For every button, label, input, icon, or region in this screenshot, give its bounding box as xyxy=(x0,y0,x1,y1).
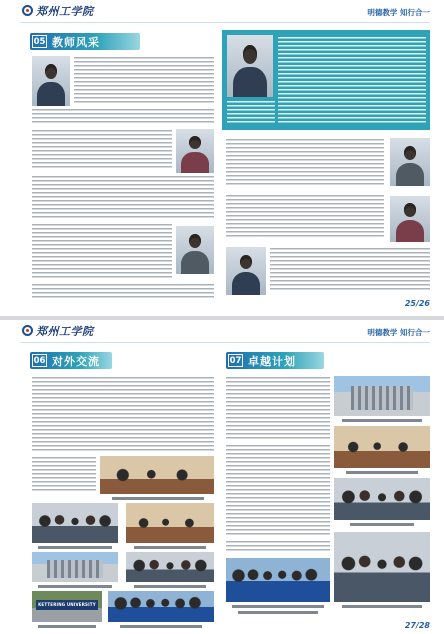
body-text-block xyxy=(32,377,214,453)
page-number: 25/26 xyxy=(404,299,430,308)
delegation-photo xyxy=(108,591,214,622)
delegation-photo xyxy=(126,552,214,582)
teacher-portrait xyxy=(226,247,266,295)
page-number: 27/28 xyxy=(404,621,430,630)
body-text-block xyxy=(74,57,214,105)
panel-text-block xyxy=(227,101,275,125)
lab-photo xyxy=(334,376,430,416)
school-logo: 郑州工学院 xyxy=(36,5,94,18)
photo-caption xyxy=(38,625,96,628)
photo-caption xyxy=(232,605,324,608)
teacher-portrait xyxy=(227,35,273,97)
photo-caption xyxy=(238,611,318,614)
section-number: 05 xyxy=(33,36,46,47)
teacher-portrait xyxy=(390,138,430,186)
body-text-block xyxy=(32,284,214,300)
delegation-photo xyxy=(126,503,214,543)
section-number: 07 xyxy=(229,355,242,366)
photo-caption xyxy=(38,546,112,549)
section-number: 06 xyxy=(33,355,46,366)
meeting-photo xyxy=(100,456,214,494)
teacher-portrait xyxy=(176,226,214,274)
photo-caption xyxy=(342,419,422,422)
body-text-block xyxy=(32,224,172,280)
section-heading: 卓越计划 xyxy=(248,354,296,368)
photo-caption xyxy=(120,625,202,628)
university-sign-photo xyxy=(32,591,102,622)
body-text-block xyxy=(226,195,384,239)
header-motto: 明德教学 知行合一 xyxy=(367,328,430,337)
body-text-block xyxy=(226,377,330,441)
body-text-block xyxy=(32,130,172,170)
photo-caption xyxy=(134,546,206,549)
section-title-05 xyxy=(30,33,140,50)
school-logo: 郑州工学院 xyxy=(36,325,94,338)
university-sign xyxy=(36,600,98,609)
header-divider xyxy=(20,342,430,343)
page-exchange-excellence xyxy=(0,320,444,634)
campus-photo xyxy=(32,552,118,582)
body-text-block xyxy=(226,541,330,553)
sign-lettering: KETTERING UNIVERSITY xyxy=(38,602,96,608)
header-motto: 明德教学 知行合一 xyxy=(367,8,430,17)
photo-caption xyxy=(346,471,418,474)
body-text-block xyxy=(226,139,384,187)
body-text-block xyxy=(270,248,430,292)
page-teacher-profiles xyxy=(0,0,444,316)
teacher-portrait xyxy=(176,129,214,173)
body-text-block xyxy=(32,176,214,220)
teacher-portrait xyxy=(390,196,430,242)
panel-text-block xyxy=(278,37,426,125)
body-text-block xyxy=(226,445,330,537)
photo-caption xyxy=(112,497,204,500)
school-emblem-icon xyxy=(22,325,33,336)
teacher-portrait xyxy=(32,56,70,106)
training-photo xyxy=(334,478,430,520)
photo-caption xyxy=(342,605,422,608)
section-heading: 教师风采 xyxy=(52,35,100,49)
section-title-07 xyxy=(226,352,324,369)
section-title-06 xyxy=(30,352,112,369)
header-divider xyxy=(20,22,430,23)
delegation-photo xyxy=(32,503,118,543)
student-group-photo xyxy=(226,558,330,602)
body-text-block xyxy=(32,457,96,493)
body-text-block xyxy=(32,109,214,125)
ceremony-photo xyxy=(334,532,430,602)
school-emblem-icon xyxy=(22,5,33,16)
section-heading: 对外交流 xyxy=(52,354,100,368)
photo-caption xyxy=(350,523,414,526)
photo-caption xyxy=(38,585,112,588)
photo-caption xyxy=(134,585,206,588)
training-photo xyxy=(334,426,430,468)
